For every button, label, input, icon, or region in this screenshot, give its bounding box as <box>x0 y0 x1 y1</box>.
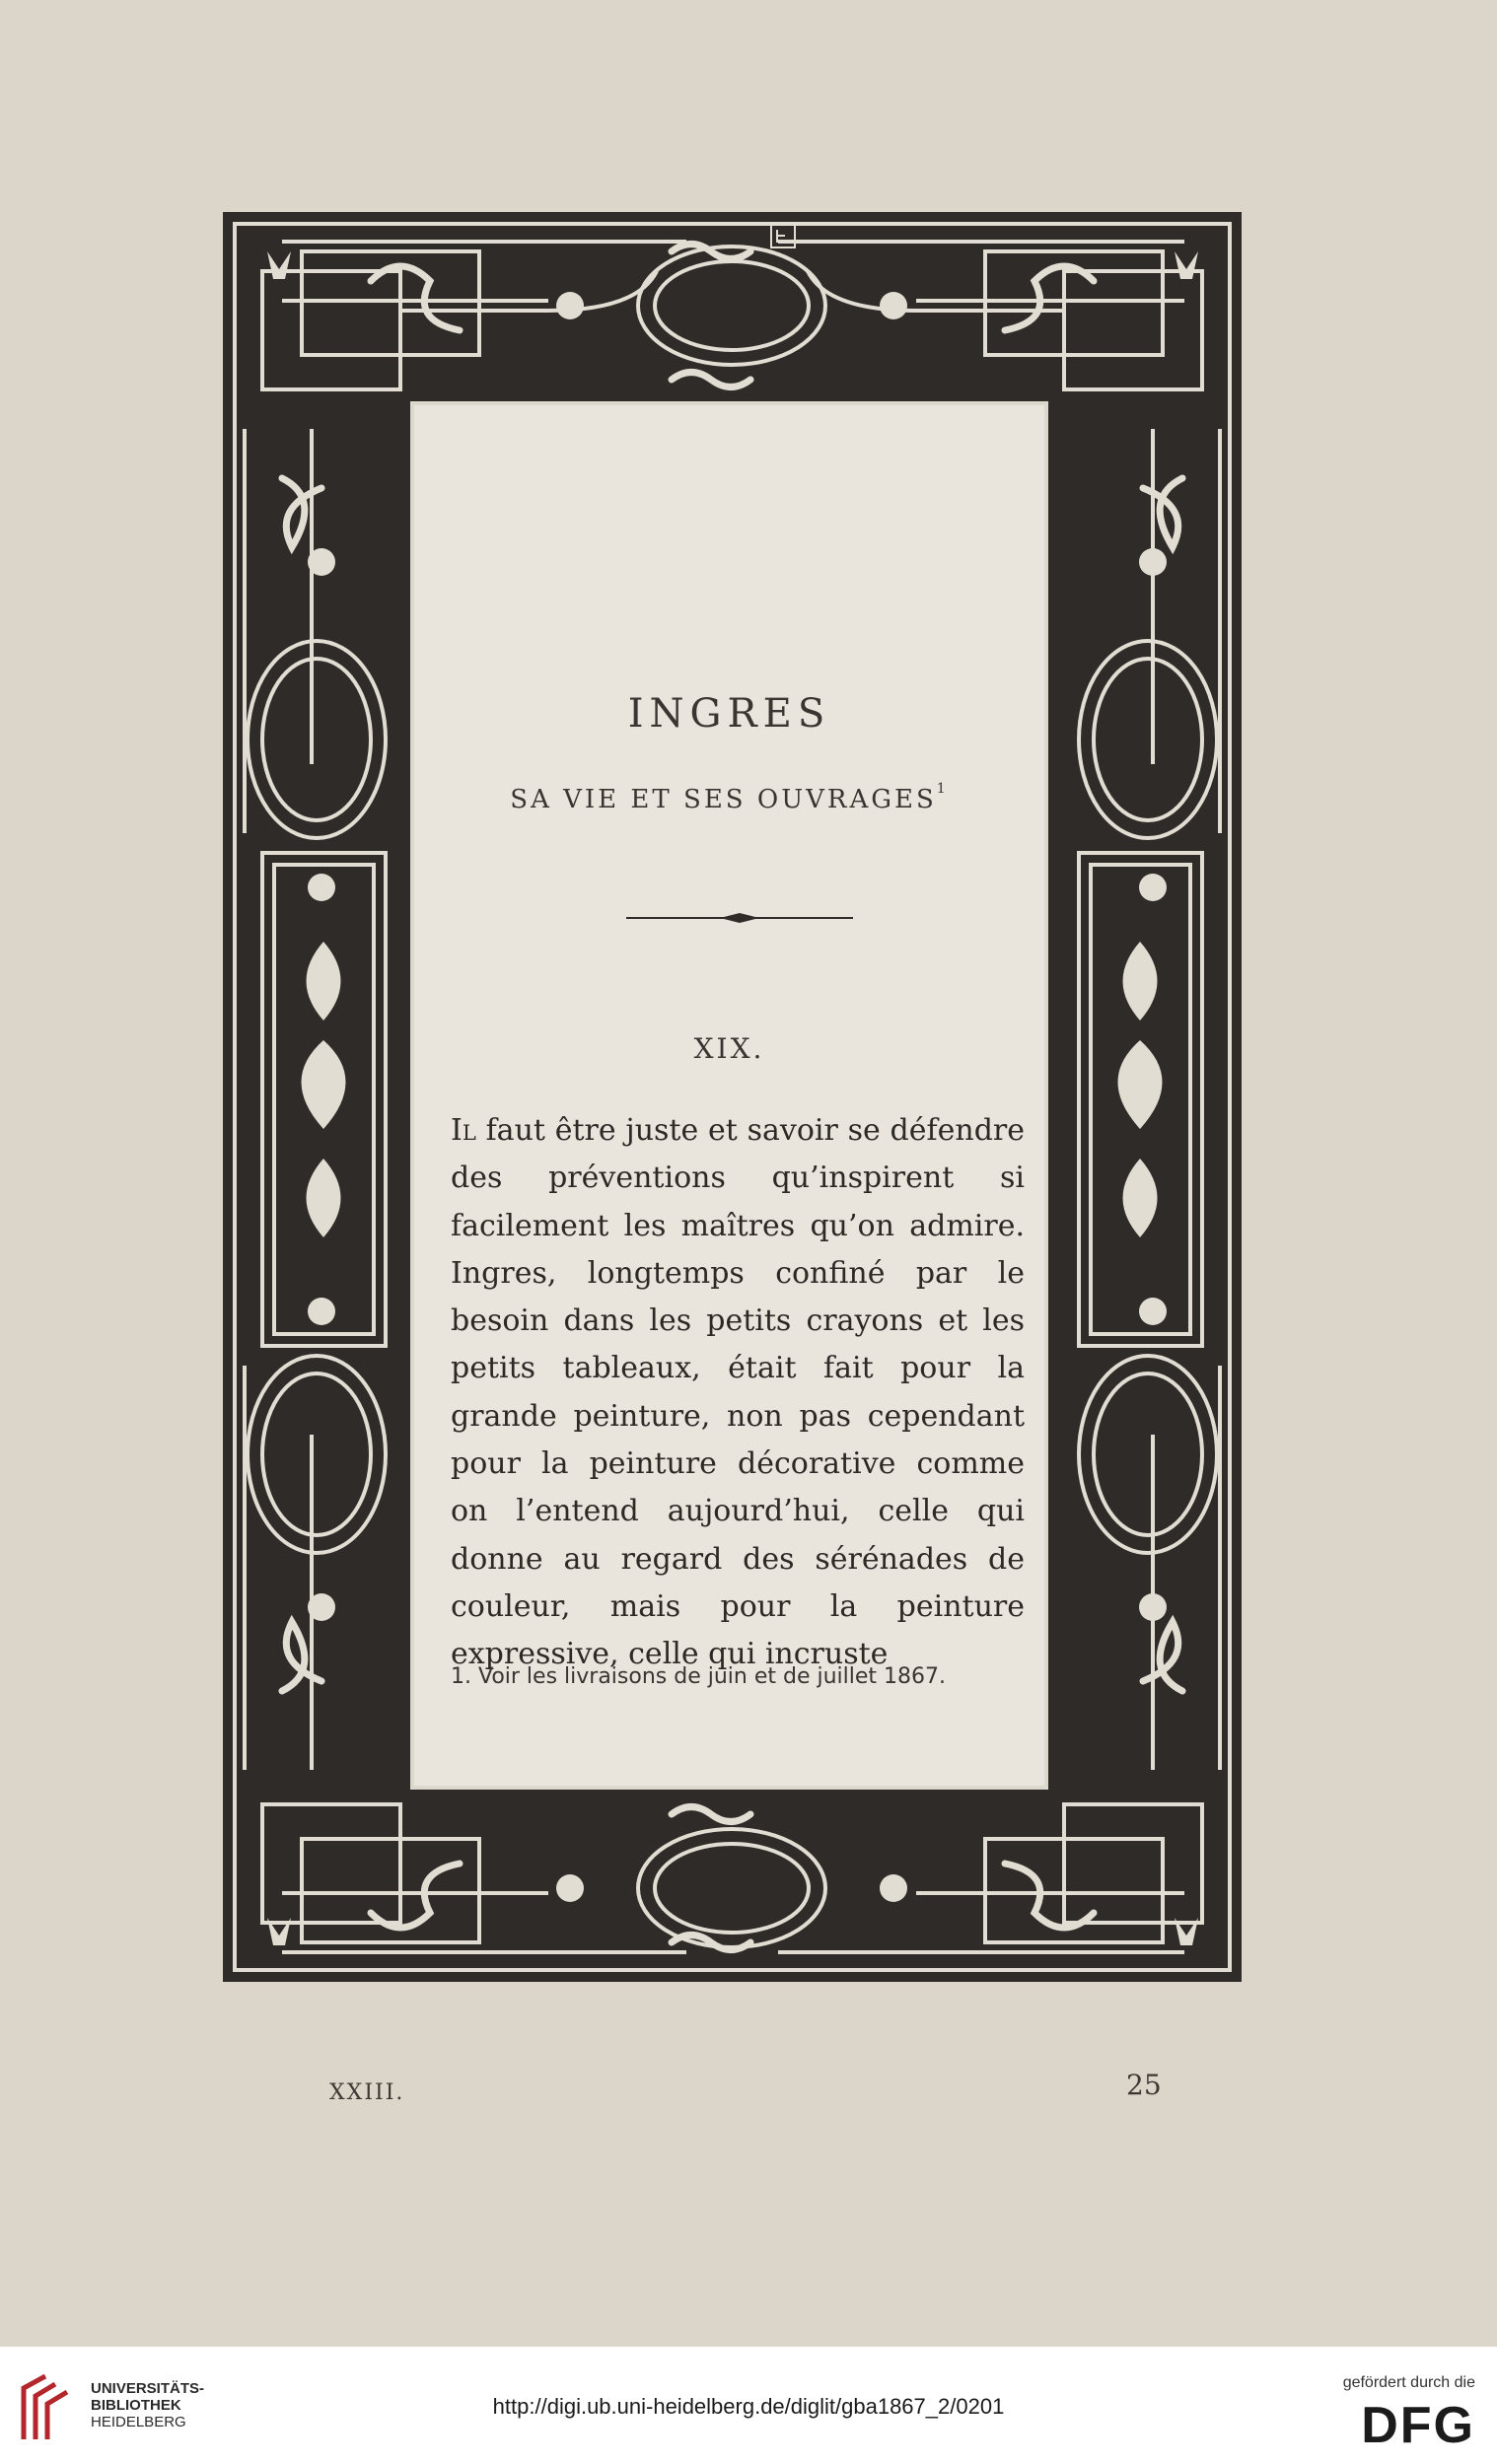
permalink[interactable]: http://digi.ub.uni-heidelberg.de/diglit/gba1867_2/0201 <box>492 2394 1005 2419</box>
institution-line-2: BIBLIOTHEK <box>91 2397 181 2414</box>
institution-line-3: HEIDELBERG <box>91 2414 186 2430</box>
chapter-number: XIX. <box>693 1032 765 1065</box>
initial-word: Il <box>451 1113 476 1148</box>
footnote-mark: 1 <box>936 781 949 797</box>
footer-bar <box>0 2347 1497 2464</box>
text-panel <box>410 401 1048 1790</box>
article-title: INGRES <box>627 691 831 737</box>
page-number: 25 <box>1126 2069 1162 2101</box>
decorative-rule <box>626 911 853 925</box>
signature-mark: XXIII. <box>329 2080 405 2105</box>
dfg-logo[interactable]: DFG <box>1361 2397 1475 2454</box>
funding-note: gefördert durch die <box>1342 2374 1475 2391</box>
institution-line-1: UNIVERSITÄTS- <box>91 2380 205 2397</box>
footnote: 1. Voir les livraisons de juin et de juillet 1867. <box>451 1664 947 1689</box>
body-paragraph <box>451 1107 1025 1679</box>
paragraph-text: faut être juste et savoir se défendre des préventions qu’inspirent si facilement les maîtres qu’on admire. Ingres, longtemps confiné par le besoin dans les petits crayons et les petits tableaux, était fait pour la grande peinture, non pas cependant pour la peinture décorative comme on l’entend aujourd’hui, celle qui donne au regard des sérénades de couleur, mais pour la peinture expressive, celle qui incruste <box>451 1113 1025 1672</box>
article-subtitle <box>414 781 1044 814</box>
subtitle-text: SA VIE ET SES OUVRAGES <box>510 785 937 814</box>
